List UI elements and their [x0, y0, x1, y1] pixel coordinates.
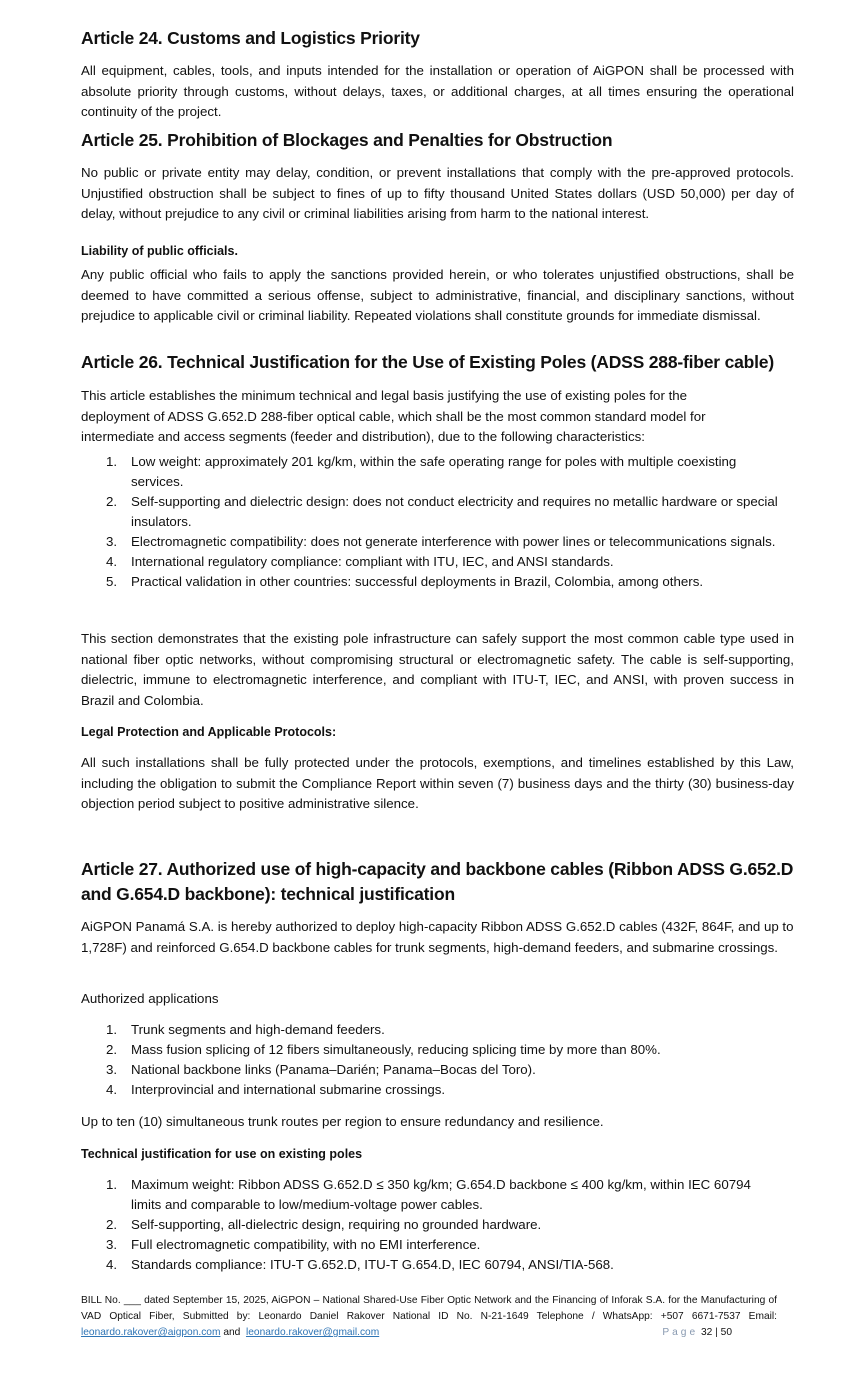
- article-25-title: Article 25. Prohibition of Blockages and Penalties for Obstruction: [81, 130, 613, 150]
- footer-and: and: [223, 1327, 241, 1338]
- page-separator: |: [715, 1327, 718, 1338]
- list-item: 1. Low weight: approximately 201 kg/km, within the safe operating range for poles with multiple coexisting services.: [106, 454, 737, 489]
- list-item: 2. Mass fusion splicing of 12 fibers simultaneously, reducing splicing time by more than 80%.: [106, 1042, 661, 1057]
- article-27-title: Article 27. Authorized use of high-capacity and backbone cables (Ribbon ADSS G.652.D and G.654.D backbone): technical justification: [81, 859, 794, 904]
- article-26-intro: This article establishes the minimum technical and legal basis justifying the use of existing poles for the deployment of ADSS G.652.D 288-fiber optical cable, which shall be the most common standard model for intermediate and access segments (feeder and distribution), due to the following characteristics:: [81, 388, 706, 444]
- list-item: 1. Maximum weight: Ribbon ADSS G.652.D ≤ 350 kg/km; G.654.D backbone ≤ 400 kg/km, within IEC 60794 limits and comparable to low/medium-voltage power cables.: [106, 1177, 751, 1212]
- list-item: 2. Self-supporting, all-dielectric design, requiring no grounded hardware.: [106, 1217, 542, 1232]
- legal-protection-subheading: Legal Protection and Applicable Protocols:: [81, 725, 337, 739]
- list-item: 4. International regulatory compliance: compliant with ITU, IEC, and ANSI standards.: [106, 554, 614, 569]
- article-27-intro: AiGPON Panamá S.A. is hereby authorized to deploy high-capacity Ribbon ADSS G.652.D cables (432F, 864F, and up to 1,728F) and reinforced G.654.D backbone cables for trunk segments, high-demand feeders, and submarine crossings.: [81, 919, 794, 955]
- email-link-aigpon[interactable]: leonardo.rakover@aigpon.com: [81, 1327, 221, 1338]
- page-current: 32: [700, 1327, 713, 1338]
- page-footer: [81, 1293, 777, 1341]
- footer-last-line: [81, 1325, 777, 1341]
- page-total: 50: [720, 1327, 732, 1338]
- page-label: Page: [662, 1327, 699, 1338]
- justification-list: [81, 1175, 794, 1275]
- list-item: 4. Interprovincial and international submarine crossings.: [106, 1082, 446, 1097]
- article-24-body: All equipment, cables, tools, and inputs intended for the installation or operation of AiGPON shall be processed with absolute priority through customs, without delays, taxes, or additional charges, at all times ensuring the operational continuity of the project.: [81, 63, 794, 119]
- article-26-summary: This section demonstrates that the existing pole infrastructure can safely support the most common cable type used in national fiber optic networks, without compromising structural or electromagnetic safety. The cable is self-supporting, dielectric, immune to electromagnetic interference, and compliant with ITU-T, IEC, and ANSI, with proven success in Brazil and Colombia.: [81, 631, 794, 708]
- list-item: 3. Full electromagnetic compatibility, with no EMI interference.: [106, 1237, 481, 1252]
- list-item: 3. National backbone links (Panama–Darién; Panama–Bocas del Toro).: [106, 1062, 536, 1077]
- list-item: 3. Electromagnetic compatibility: does not generate interference with power lines or telecommunications signals.: [106, 534, 776, 549]
- liability-subheading: Liability of public officials.: [81, 244, 238, 258]
- list-item: 5. Practical validation in other countries: successful deployments in Brazil, Colombia, among others.: [106, 574, 704, 589]
- email-link-gmail[interactable]: leonardo.rakover@gmail.com: [245, 1327, 380, 1338]
- technical-justification-subheading: Technical justification for use on existing poles: [81, 1147, 363, 1161]
- characteristics-list: [81, 452, 794, 592]
- list-item: 2. Self-supporting and dielectric design: does not conduct electricity and requires no metallic hardware or special insulators.: [106, 494, 778, 529]
- legal-protection-body: All such installations shall be fully protected under the protocols, exemptions, and timelines established by this Law, including the obligation to submit the Compliance Report within seven (7) business days and the thirty (30) business-day objection period subject to positive administrative silence.: [81, 755, 794, 811]
- trunk-routes-text: Up to ten (10) simultaneous trunk routes per region to ensure redundancy and resilience.: [81, 1114, 604, 1129]
- article-25-body: No public or private entity may delay, condition, or prevent installations that comply with the pre-approved protocols. Unjustified obstruction shall be subject to fines of up to fifty thousand United States dollars (USD 50,000) per day of delay, without prejudice to any civil or criminal liabilities arising from harm to the national interest.: [81, 165, 794, 221]
- footer-bill-text: BILL No. ___ dated September 15, 2025, AiGPON – National Shared-Use Fiber Optic Network and the Financing of Inforak S.A. for the Manufacturing of VAD Optical Fiber, Submitted by: Leonardo Daniel Rakover National ID No. N-21-1649 Telephone / WhatsApp: +507 6671-7537 Email:: [81, 1295, 777, 1322]
- article-24-title: Article 24. Customs and Logistics Priority: [81, 28, 420, 48]
- liability-body: Any public official who fails to apply the sanctions provided herein, or who tolerates unjustified obstructions, shall be deemed to have committed a serious offense, subject to administrative, financial, and disciplinary sanctions, without prejudice to applicable civil or criminal liability. Repeated violations shall constitute grounds for immediate dismissal.: [81, 267, 794, 323]
- page-number: [662, 1325, 732, 1341]
- list-item: 1. Trunk segments and high-demand feeders.: [106, 1022, 385, 1037]
- authorized-applications-label: Authorized applications: [81, 991, 219, 1006]
- list-item: 4. Standards compliance: ITU-T G.652.D, ITU-T G.654.D, IEC 60794, ANSI/TIA-568.: [106, 1257, 614, 1272]
- applications-list: [81, 1020, 794, 1100]
- article-26-title: Article 26. Technical Justification for the Use of Existing Poles (ADSS 288-fiber cable): [81, 352, 774, 372]
- footer-emails: [81, 1325, 379, 1341]
